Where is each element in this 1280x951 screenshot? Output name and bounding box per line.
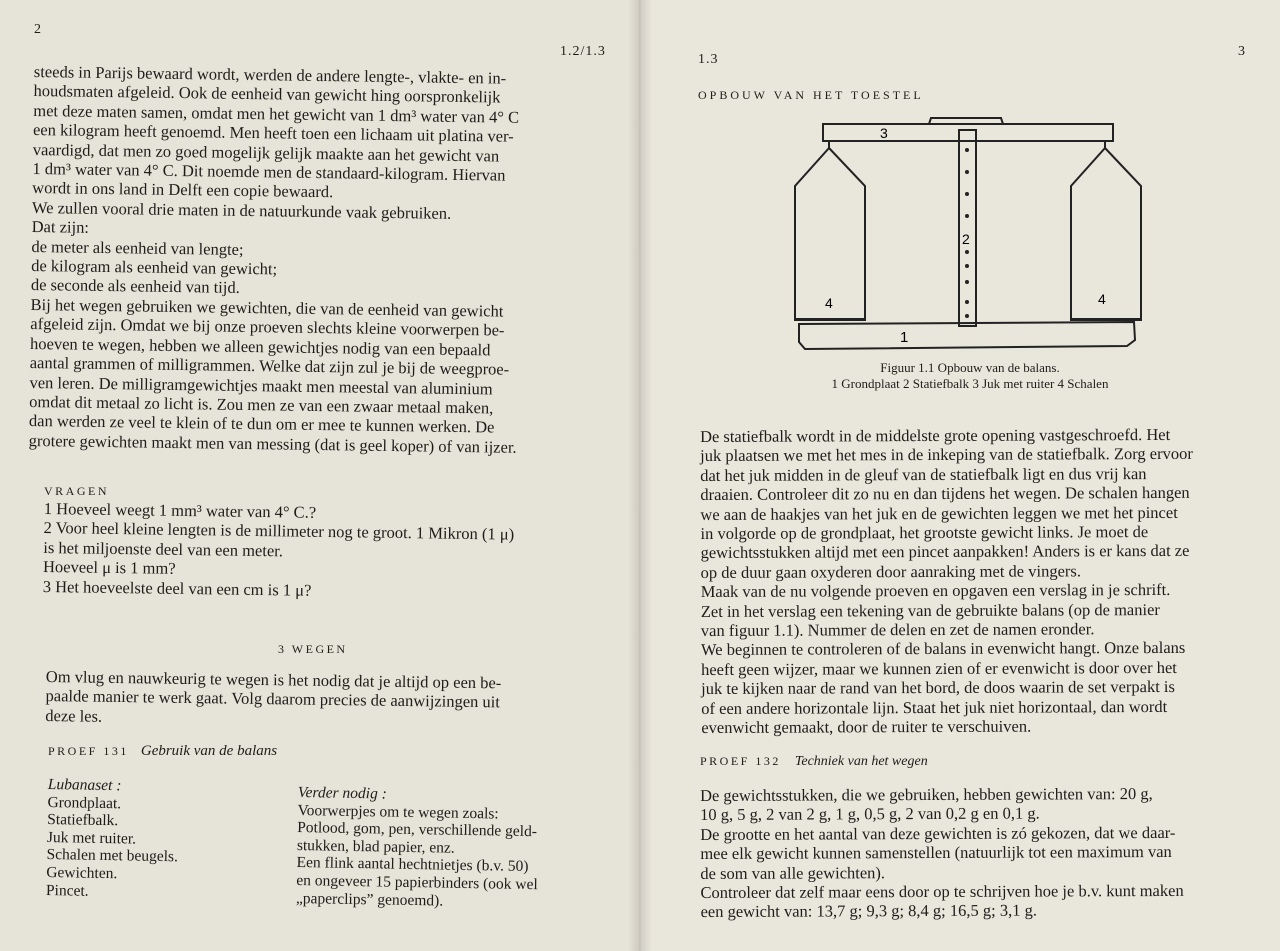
list-item: Grondplaat.: [47, 793, 122, 812]
question-line: 2 Voor heel kleine lengten is de millimeter nog te groot. 1 Mikron (1 μ): [43, 518, 515, 544]
right-page: [640, 0, 1280, 951]
text-line: Zet in het verslag een tekening van de gebruikte balans (op de manier: [700, 599, 1160, 621]
text-line: ven leren. De milligramgewichtjes maakt men meestal van aluminium: [29, 372, 493, 398]
text-line: afgeleid zijn. Omdat we bij onze proeven slechts kleine voorwerpen be-: [30, 314, 505, 340]
text-line: De statiefbalk wordt in de middelste grote opening vastgeschroefd. Het: [700, 424, 1171, 446]
text-line: vaardigd, dat men zo goed mogelijk gelijk maakte aan het gewicht van: [32, 139, 500, 166]
text-line: hoeven te wegen, hebben we alleen gewichtjes nodig van een bepaald: [29, 333, 491, 360]
text-line: of een andere horizontale lijn. Staat het juk niet horizontaal, dan wordt: [701, 696, 1168, 718]
list-item: Pincet.: [45, 881, 89, 900]
label-juk: 3: [880, 125, 888, 141]
text-line: Bij het wegen gebruiken we gewichten, die van de eenheid van gewicht: [30, 294, 504, 321]
proef-title: Techniek van het wegen: [794, 754, 928, 769]
text-line: in volgorde op de grondplaat, het grootste gewicht links. Je moet de: [700, 522, 1149, 544]
list-item: Statiefbalk.: [47, 811, 119, 830]
text-line: de seconde als eenheid van tijd.: [30, 275, 240, 298]
figure-caption: Figuur 1.1 Opbouw van de balans.: [880, 360, 1060, 375]
list-item: stukken, blad papier, enz.: [296, 836, 455, 857]
list-item: „paperclips” genoemd).: [295, 889, 444, 910]
beam: [823, 124, 1113, 141]
text-line: De gewichtsstukken, die we gebruiken, hebben gewichten van: 20 g,: [700, 784, 1153, 805]
text-line: Om vlug en nauwkeurig te wegen is het nodig dat je altijd op een be-: [45, 667, 502, 693]
text-line: dat het juk midden in de gleuf van de statiefbalk ligt en dus vrij kan: [700, 463, 1147, 485]
vragen-list: [43, 499, 515, 603]
text-line: grotere gewichten maakt men van messing (dat is geel koper) of van ijzer.: [28, 430, 517, 457]
list-item: Een flink aantal hechtnietjes (b.v. 50): [296, 854, 529, 876]
question-line: Hoeveel μ is 1 mm?: [42, 557, 176, 579]
text-line: Dat zijn:: [31, 217, 90, 238]
text-line: heeft geen wijzer, maar we kunnen zien of er evenwicht is door over het: [701, 657, 1177, 679]
text-line: Maak van de nu volgende proeven en opgaven een verslag in je schrift.: [700, 580, 1171, 602]
label-statiefbalk: 2: [962, 231, 970, 247]
text-line: We beginnen te controleren of de balans in evenwicht hangt. Onze balans: [700, 638, 1186, 660]
text-line: op de duur gaan oxyderen door aanraking met de vingers.: [700, 561, 1081, 582]
label-schaal-links: 4: [825, 295, 833, 311]
text-line: houdsmaten afgeleid. Ook de eenheid van gewicht hing oorspronkelijk: [33, 81, 501, 107]
section-heading: 3 WEGEN: [278, 642, 348, 656]
text-line: de kilogram als eenheid van gewicht;: [31, 256, 278, 279]
proef-132-paragraph: [700, 784, 1184, 922]
figure-legend: 1 Grondplaat 2 Statiefbalk 3 Juk met ruiter 4 Schalen: [831, 376, 1109, 391]
running-head: 1.3: [698, 52, 719, 67]
text-line: de som van alle gewichten).: [700, 862, 886, 883]
text-line: omdat dit metaal zo licht is. Zou men ze van een zwaar metaal maken,: [29, 391, 494, 418]
proef-132-heading: [700, 752, 928, 770]
text-line: wordt in ons land in Delft een copie bewaard.: [32, 178, 334, 202]
lubanaset-list: [46, 776, 179, 901]
text-line: een gewicht van: 13,7 g; 9,3 g; 8,4 g; 16,5 g; 3,1 g.: [700, 900, 1037, 922]
proef-label: PROEF 132: [700, 754, 781, 768]
running-head: 1.2/1.3: [560, 44, 606, 59]
text-line: met deze maten samen, omdat men het gewicht van 1 dm³ water van 4° C: [33, 100, 520, 127]
label-schaal-rechts: 4: [1098, 291, 1106, 307]
statiefbalk-paragraph: [700, 425, 1194, 738]
text-line: van figuur 1.1). Nummer de delen en zet de namen eronder.: [700, 619, 1095, 641]
proef-label: PROEF 131: [48, 744, 129, 758]
wegen-paragraph: [45, 667, 501, 732]
list-item: Voorwerpjes om te wegen zoals:: [297, 801, 499, 823]
text-line: gewichtsstukken altijd met een pincet aanpakken! Anders is er kans dat ze: [700, 541, 1190, 563]
lubanaset-heading: Lubanaset :: [47, 776, 122, 795]
list-item: Gewichten.: [46, 863, 118, 883]
question-line: is het miljoenste deel van een meter.: [43, 537, 284, 561]
proef-title: Gebruik van de balans: [140, 743, 278, 759]
column: [959, 130, 976, 326]
label-grondplaat: 1: [900, 329, 909, 346]
text-line: een kilogram heeft genoemd. Men heeft toen een lichaam uit platina ver-: [32, 120, 514, 146]
balance-figure: [785, 116, 1145, 356]
text-line: paalde manier te werk gaat. Volg daarom precies de aanwijzingen uit: [45, 686, 501, 712]
text-line: 10 g, 5 g, 2 van 2 g, 1 g, 0,5 g, 2 van 0,2 g en 0,1 g.: [700, 803, 1040, 825]
text-line: draaien. Controleer dit zo nu en dan tijdens het wegen. De schalen hangen: [700, 483, 1190, 505]
text-line: juk te kijken naar de rand van het bord, de doos waarin de set verpakt is: [701, 677, 1175, 699]
text-line: De grootte en het aantal van deze gewichten is zó gekozen, dat we daar-: [700, 822, 1176, 844]
question-line: 1 Hoeveel weegt 1 mm³ water van 4° C.?: [43, 499, 317, 522]
list-item: en ongeveer 15 papierbinders (ook wel: [296, 871, 538, 894]
section-title: OPBOUW VAN HET TOESTEL: [698, 88, 924, 102]
vragen-heading: VRAGEN: [44, 484, 109, 498]
intro-paragraph: [29, 62, 522, 457]
left-pan: [795, 141, 865, 320]
proef-131-heading: [48, 742, 277, 760]
text-line: evenwicht gemaakt, door de ruiter te verschuiven.: [701, 716, 1032, 738]
text-line: steeds in Parijs bewaard wordt, werden de andere lengte-, vlakte- en in-: [33, 62, 507, 88]
text-line: We zullen vooral drie maten in de natuurkunde vaak gebruiken.: [31, 197, 452, 223]
verder-heading: Verder nodig :: [297, 784, 387, 803]
page-number: 3: [1238, 44, 1245, 59]
text-line: mee elk gewicht kunnen samenstellen (natuurlijk tot een maximum van: [700, 842, 1172, 864]
text-line: juk plaatsen we met het mes in de inkeping van de statiefbalk. Zorg ervoor: [700, 444, 1193, 466]
list-item: Juk met ruiter.: [46, 828, 137, 848]
text-line: 1 dm³ water van 4° C. Dit noemde men de standaard-kilogram. Hiervan: [32, 159, 506, 185]
text-line: deze les.: [45, 705, 103, 726]
verder-nodig-list: [296, 784, 540, 911]
book-gutter: [628, 0, 652, 951]
text-line: we aan de haakjes van het juk en de gewichten leggen we met het pincet: [700, 502, 1178, 524]
list-item: Schalen met beugels.: [46, 846, 179, 866]
text-line: dan werden ze veel te klein of te dun om er mee te kunnen werken. De: [28, 411, 495, 437]
question-line: 3 Het hoeveelste deel van een cm is 1 μ?: [42, 576, 312, 600]
right-pan: [1071, 141, 1141, 320]
list-item: Potlood, gom, pen, verschillende geld-: [297, 819, 538, 841]
page-number: 2: [34, 22, 41, 37]
text-line: aantal grammen of milligrammen. Welke dat zijn zul je bij de weegproe-: [29, 353, 510, 379]
text-line: Controleer dat zelf maar eens door op te schrijven hoe je b.v. kunt maken: [700, 880, 1184, 903]
text-line: de meter als eenheid van lengte;: [31, 236, 244, 259]
